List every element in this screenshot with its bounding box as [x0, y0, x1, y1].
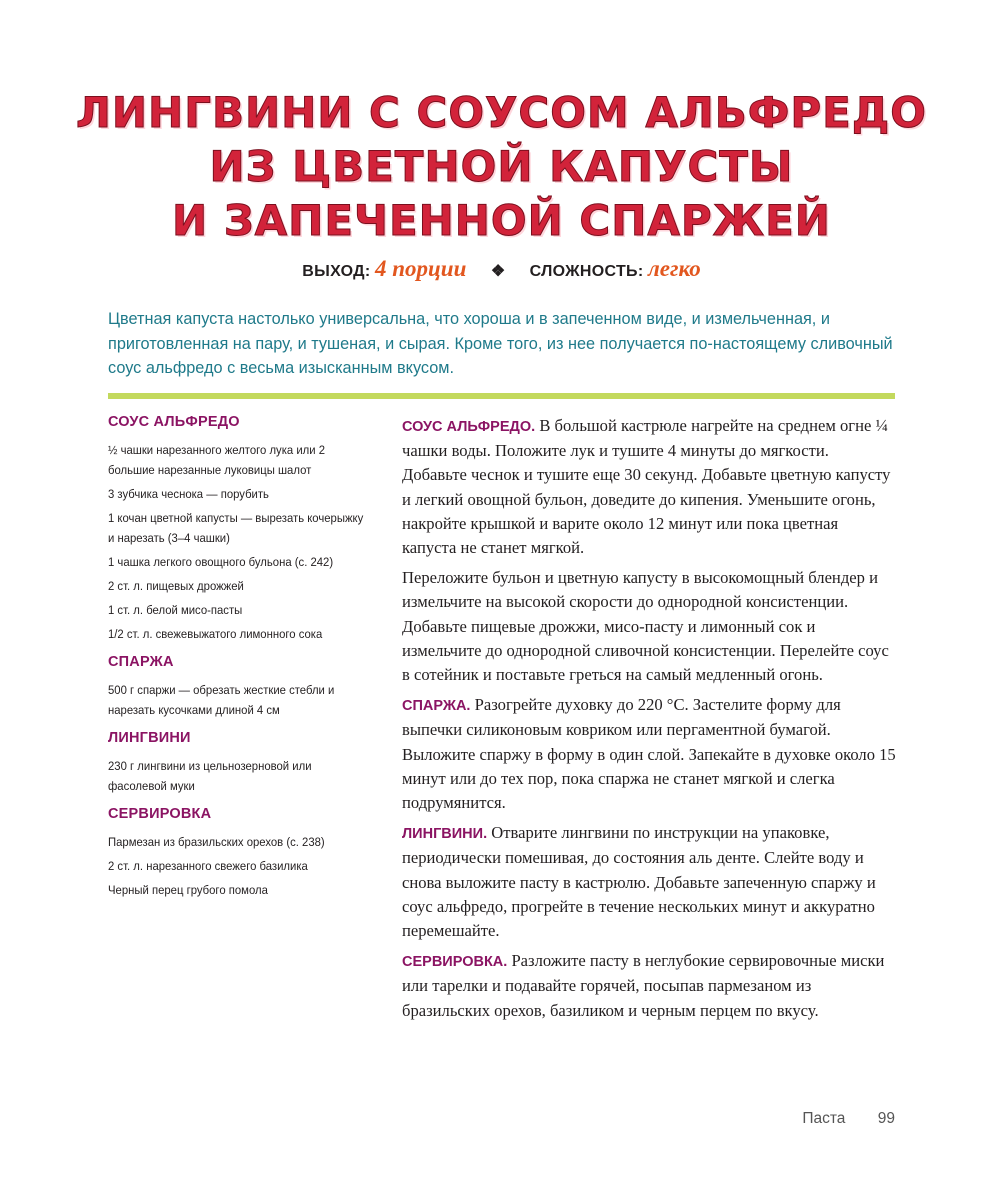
- recipe-intro: Цветная капуста настолько универсальна, что хороша и в запеченном виде, и измельченная, и приготовленная на пару, и тушеная, и сырая. Кроме того, из нее получается по-настоящему сливочный соус альфредо с весьма изысканным вкусом.: [108, 310, 893, 377]
- diamond-separator-icon: ❖: [490, 263, 506, 280]
- ingredients-sauce: [108, 414, 370, 644]
- method-paragraph: Переложите бульон и цветную капусту в высокомощный блендер и измельчите на высокой скорости до однородной консистенции. Добавьте пищевые дрожжи, мисо-пасту и лимонный сок и измельчите до однородной сливочной консистенции. Перелейте соус в сотейник и поставьте греться на самый медленный огонь.: [402, 568, 889, 685]
- divider-rule: [108, 393, 895, 399]
- ingredients-heading: СЕРВИРОВКА: [108, 806, 212, 822]
- difficulty-label: СЛОЖНОСТЬ:: [529, 263, 644, 280]
- ingredients-linguine: [108, 730, 370, 796]
- method-lead: СЕРВИРОВКА.: [402, 954, 508, 971]
- ingredient-item: 1 кочан цветной капусты — вырезать кочерыжку и нарезать (3–4 чашки): [108, 511, 364, 545]
- ingredients-asparagus: [108, 654, 370, 720]
- chapter-name: Паста: [802, 1110, 846, 1127]
- ingredient-list: [108, 440, 370, 644]
- title-line-2: ИЗ ЦВЕТНОЙ КАПУСТЫ: [209, 142, 794, 191]
- ingredient-item: Пармезан из бразильских орехов (с. 238): [108, 835, 325, 849]
- ingredient-item: 3 зубчика чеснока — порубить: [108, 487, 269, 501]
- ingredient-item: 1 ст. л. белой мисо-пасты: [108, 603, 243, 617]
- ingredient-item: ½ чашки нарезанного желтого лука или 2 большие нарезанные луковицы шалот: [108, 443, 326, 477]
- yield-value: 4 порции: [374, 256, 467, 281]
- ingredient-list: [108, 832, 370, 900]
- page-number: 99: [877, 1110, 895, 1127]
- ingredient-item: 1 чашка легкого овощного бульона (с. 242): [108, 555, 334, 569]
- ingredient-item: 1/2 ст. л. свежевыжатого лимонного сока: [108, 627, 323, 641]
- title-line-3: И ЗАПЕЧЕННОЙ СПАРЖЕЙ: [172, 196, 831, 245]
- ingredients-serving: [108, 806, 370, 900]
- ingredients-heading: ЛИНГВИНИ: [108, 730, 191, 746]
- method-paragraph: [402, 821, 896, 943]
- page-footer: [802, 1110, 895, 1128]
- ingredient-item: Черный перец грубого помола: [108, 883, 268, 897]
- ingredients-column: [108, 414, 370, 910]
- ingredient-list: [108, 756, 370, 796]
- ingredient-item: 2 ст. л. нарезанного свежего базилика: [108, 859, 308, 873]
- method-lead: СПАРЖА.: [402, 698, 471, 715]
- yield-label: ВЫХОД:: [302, 263, 371, 280]
- ingredient-item: 2 ст. л. пищевых дрожжей: [108, 579, 244, 593]
- title-line-1: ЛИНГВИНИ С СОУСОМ АЛЬФРЕДО: [76, 88, 927, 137]
- method-column: [402, 414, 896, 1029]
- method-text: В большой кастрюле нагрейте на среднем огне ¼ чашки воды. Положите лук и тушите 4 минуты до мягкости. Добавьте чеснок и тушите еще 30 секунд. Добавьте цветную капусту и легкий овощной бульон, доведите до кипения. Уменьшите огонь, накройте крышкой и варите около 12 минут или пока цветная капуста не станет мягкой.: [402, 416, 891, 558]
- method-paragraph: [402, 414, 896, 560]
- method-paragraph: [402, 949, 896, 1023]
- ingredient-item: 500 г спаржи — обрезать жесткие стебли и нарезать кусочками длиной 4 см: [108, 683, 335, 717]
- ingredients-heading: СОУС АЛЬФРЕДО: [108, 414, 240, 430]
- ingredients-heading: СПАРЖА: [108, 654, 174, 670]
- recipe-meta: [0, 256, 1003, 282]
- ingredient-item: 230 г лингвини из цельнозерновой или фасолевой муки: [108, 759, 312, 793]
- method-text: Разложите пасту в неглубокие сервировочные миски или тарелки и подавайте горячей, посыпав пармезаном из бразильских орехов, базиликом и черным перцем по вкусу.: [402, 951, 885, 1020]
- method-lead: ЛИНГВИНИ.: [402, 826, 488, 843]
- recipe-title: [0, 86, 1003, 248]
- method-text: Разогрейте духовку до 220 °С. Застелите форму для выпечки силиконовым ковриком или пергаментной бумагой. Выложите спаржу в форму в один слой. Запекайте в духовке около 15 минут или до тех пор, пока спаржа не станет мягкой и слегка подрумянится.: [402, 695, 896, 813]
- method-text: Отварите лингвини по инструкции на упаковке, периодически помешивая, до состояния аль денте. Слейте воду и снова выложите пасту в кастрюлю. Добавьте запеченную спаржу и соус альфредо, прогрейте в течение нескольких минут и аккуратно перемешайте.: [402, 823, 876, 941]
- difficulty-value: легко: [647, 256, 701, 281]
- method-paragraph: [402, 693, 896, 815]
- method-lead: СОУС АЛЬФРЕДО.: [402, 419, 536, 435]
- ingredient-list: [108, 680, 370, 720]
